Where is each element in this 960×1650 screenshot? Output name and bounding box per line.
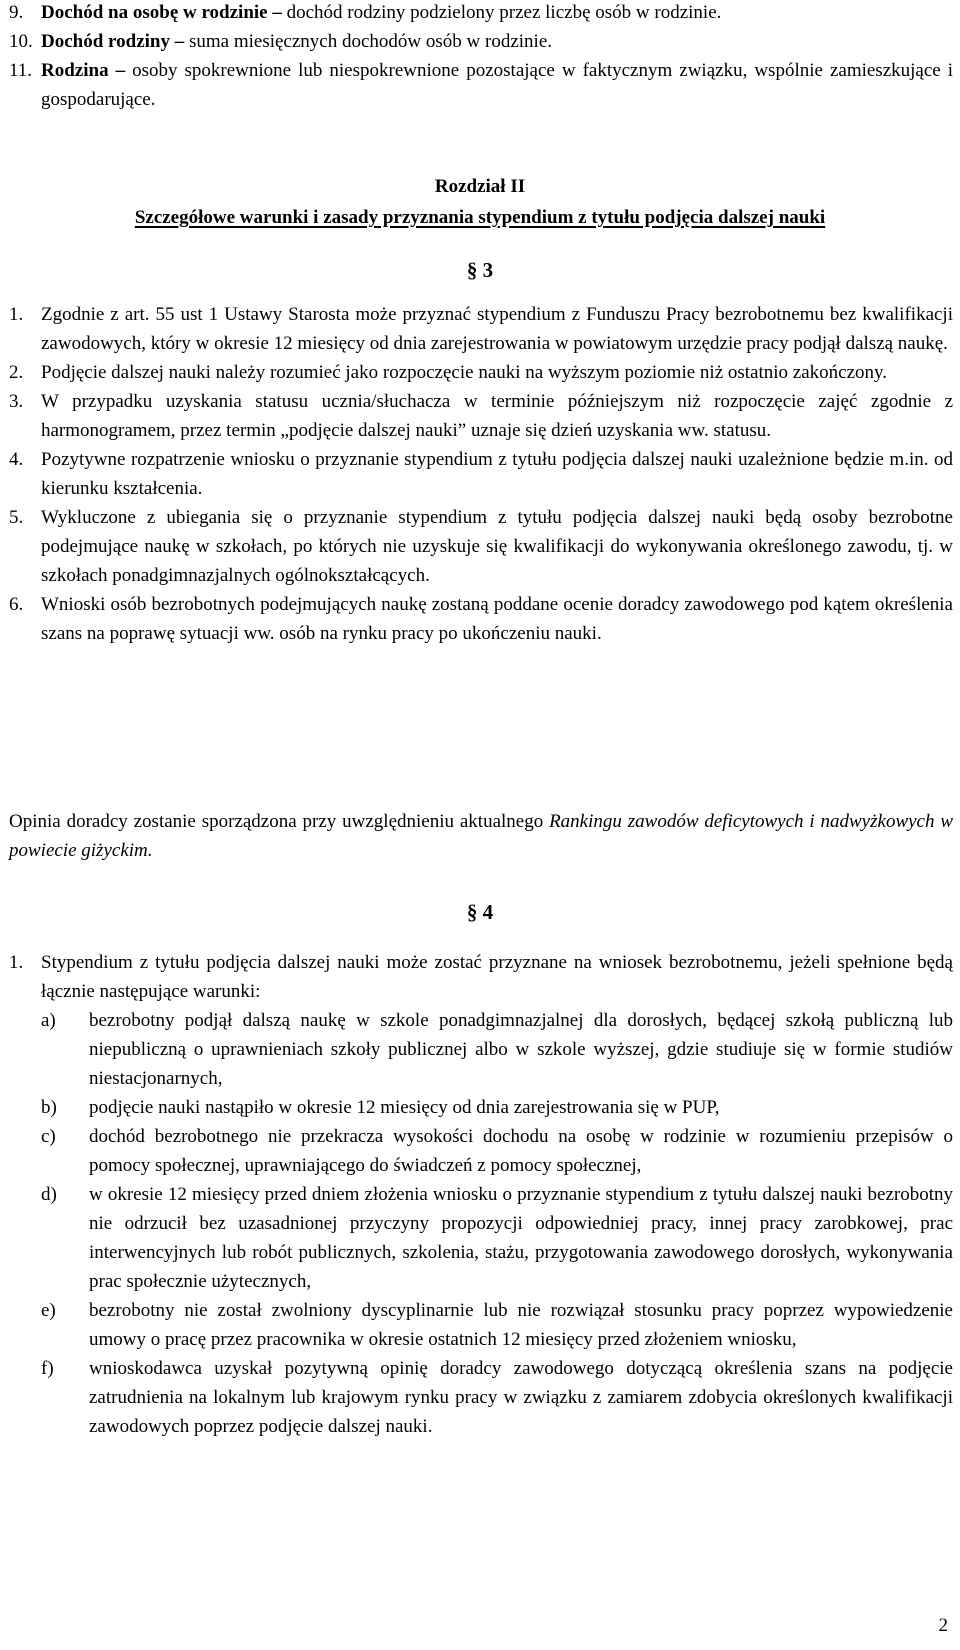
condition-item <box>9 1122 953 1180</box>
condition-letter: e) <box>41 1300 56 1321</box>
list-item-text: W przypadku uzyskania statusu ucznia/słuchacza w terminie późniejszym niż rozpoczęcie zajęć zgodnie z harmonogramem, przez termin „podjęcie dalszej nauki” uznaje się dzień uzyskania ww. statusu. <box>41 391 953 441</box>
definition-term: Rodzina – <box>41 60 126 81</box>
list-item <box>9 445 953 503</box>
definition-text: suma miesięcznych dochodów osób w rodzinie. <box>184 31 553 52</box>
definitions-list <box>9 0 953 114</box>
opinion-text: Opinia doradcy zostanie sporządzona przy uwzględnieniu aktualnego <box>9 811 550 832</box>
list-number: 2. <box>9 362 24 383</box>
list-item <box>9 503 953 590</box>
condition-item <box>9 1180 953 1296</box>
chapter-label: Rozdział II <box>434 176 526 197</box>
condition-letter: d) <box>41 1184 57 1205</box>
list-item <box>9 387 953 445</box>
page-number: 2 <box>938 1615 948 1636</box>
definition-text: dochód rodziny podzielony przez liczbę osób w rodzinie. <box>281 2 722 23</box>
section-4-list <box>9 948 953 1441</box>
condition-letter: f) <box>41 1358 54 1379</box>
definition-item <box>9 0 953 27</box>
condition-text: podjęcie nauki nastąpiło w okresie 12 miesięcy od dnia zarejestrowania się w PUP, <box>89 1097 720 1118</box>
list-item-text: Pozytywne rozpatrzenie wniosku o przyznanie stypendium z tytułu podjęcia dalszej nauki uzależnione będzie m.in. od kierunku kształcenia. <box>41 449 953 499</box>
list-item-text: Wnioski osób bezrobotnych podejmujących naukę zostaną poddane ocenie doradcy zawodowego pod kątem określenia szans na poprawę sytuacji ww. osób na rynku pracy po ukończeniu nauki. <box>41 594 953 644</box>
definition-text: osoby spokrewnione lub niespokrewnione pozostające w faktycznym związku, wspólnie zamieszkujące i gospodarujące. <box>41 60 954 110</box>
condition-text: wnioskodawca uzyskał pozytywną opinię doradcy zawodowego dotyczącą określenia szans na podjęcie zatrudnienia na lokalnym lub krajowym rynku pracy w związku z zamiarem zdobycia określonych kwalifikacji zawodowych poprzez podjęcie dalszej nauki. <box>89 1358 953 1437</box>
section-3-heading: § 3 <box>466 258 494 282</box>
list-number: 9. <box>9 2 24 23</box>
list-item <box>9 590 953 648</box>
list-number: 10. <box>9 31 33 52</box>
condition-letter: b) <box>41 1097 57 1118</box>
list-item <box>9 300 953 358</box>
opinion-italic-text: Rankingu zawodów deficytowych i nadwyżkowych w powiecie giżyckim. <box>9 811 954 861</box>
definition-item <box>9 27 953 56</box>
section-4-heading: § 4 <box>466 900 494 924</box>
advisor-opinion-paragraph <box>9 807 953 865</box>
condition-letter: a) <box>41 1010 56 1031</box>
list-number: 1. <box>9 952 24 973</box>
definition-item <box>9 56 953 114</box>
definition-term: Dochód rodziny – <box>41 31 185 52</box>
condition-text: bezrobotny nie został zwolniony dyscyplinarnie lub nie rozwiązał stosunku pracy poprzez wypowiedzenie umowy o pracę przez pracownika w okresie ostatnich 12 miesięcy przed złożeniem wniosku, <box>89 1300 953 1350</box>
list-number: 11. <box>9 60 33 81</box>
list-item-text: Zgodnie z art. 55 ust 1 Ustawy Starosta może przyznać stypendium z Funduszu Pracy bezrobotnemu bez kwalifikacji zawodowych, który w okresie 12 miesięcy od dnia zarejestrowania w powiatowym urzędzie pracy podjął dalszą naukę. <box>41 304 953 354</box>
list-number: 1. <box>9 304 24 325</box>
condition-item <box>9 1093 953 1122</box>
list-number: 4. <box>9 449 24 470</box>
condition-text: w okresie 12 miesięcy przed dniem złożenia wniosku o przyznanie stypendium z tytułu dalszej nauki bezrobotny nie odrzucił bez uzasadnionej przyczyny propozycji odpowiedniej pracy, innej pracy zarobkowej, prac interwencyjnych lub robót publicznych, szkolenia, stażu, przygotowania zawodowego dorosłych, wykonywania prac społecznie użytecznych, <box>89 1184 953 1292</box>
definition-term: Dochód na osobę w rodzinie – <box>41 2 282 23</box>
condition-text: dochód bezrobotnego nie przekracza wysokości dochodu na osobę w rodzinie w rozumieniu przepisów o pomocy społecznej, uprawniającego do świadczeń z pomocy społecznej, <box>89 1126 953 1176</box>
chapter-title: Szczegółowe warunki i zasady przyznania stypendium z tytułu podjęcia dalszej nauki <box>134 207 826 228</box>
list-item-text: Wykluczone z ubiegania się o przyznanie stypendium z tytułu podjęcia dalszej nauki będą osoby bezrobotne podejmujące naukę w szkołach, po których nie uzyskuje się kwalifikacji do wykonywania określonego zawodu, tj. w szkołach ponadgimnazjalnych ogólnokształcących. <box>41 507 953 586</box>
conditions-list <box>9 1006 953 1441</box>
list-number: 3. <box>9 391 24 412</box>
condition-item <box>9 1354 953 1441</box>
section-3-list <box>9 300 953 648</box>
list-item <box>9 948 953 1006</box>
condition-text: bezrobotny podjął dalszą naukę w szkole ponadgimnazjalnej dla dorosłych, będącej szkołą publiczną lub niepubliczną o uprawnieniach szkoły publicznej albo w szkole wyższej, gdzie studiuje się w formie studiów niestacjonarnych, <box>89 1010 953 1089</box>
list-item-text: Podjęcie dalszej nauki należy rozumieć jako rozpoczęcie nauki na wyższym poziomie niż ostatnio zakończony. <box>41 362 888 383</box>
list-number: 6. <box>9 594 24 615</box>
list-item <box>9 358 953 387</box>
condition-item <box>9 1296 953 1354</box>
condition-item <box>9 1006 953 1093</box>
condition-letter: c) <box>41 1126 56 1147</box>
list-item-text: Stypendium z tytułu podjęcia dalszej nauki może zostać przyznane na wniosek bezrobotnemu, jeżeli spełnione będą łącznie następujące warunki: <box>41 952 953 1002</box>
list-number: 5. <box>9 507 24 528</box>
